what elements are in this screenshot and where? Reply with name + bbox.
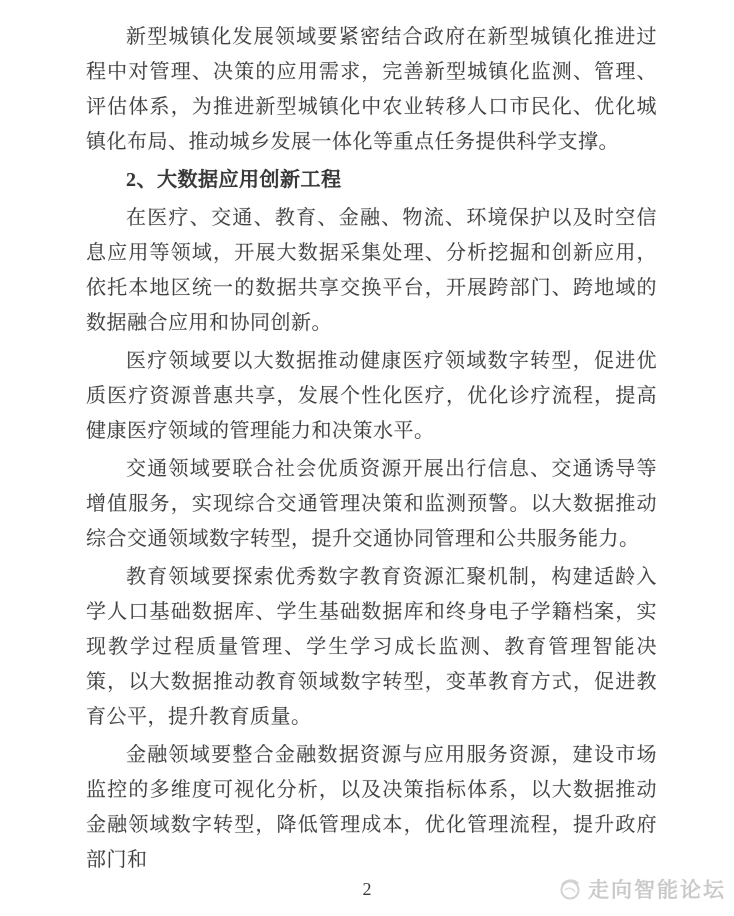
watermark-text: 走向智能论坛 (588, 878, 726, 902)
watermark (557, 874, 726, 904)
swirl-globe-icon (557, 876, 583, 902)
paragraph-bigdata-overview: 在医疗、交通、教育、金融、物流、环境保护以及时空信息应用等领域，开展大数据采集处理、分析挖掘和创新应用，依托本地区统一的数据共享交换平台，开展跨部门、跨地域的数据融合应用和协同创新。 (86, 207, 657, 334)
paragraph-finance: 金融领域要整合金融数据资源与应用服务资源，建设市场监控的多维度可视化分析，以及决策指标体系，以大数据推动金融领域数字转型，降低管理成本，优化管理流程，提升政府部门和 (86, 744, 657, 871)
paragraph-education: 教育领域要探索优秀数字教育资源汇聚机制，构建适龄入学人口基础数据库、学生基础数据库和终身电子学籍档案，实现教学过程质量管理、学生学习成长监测、教育管理智能决策，以大数据推动教育领域数字转型，变革教育方式，促进教育公平，提升教育质量。 (86, 566, 657, 728)
paragraph-urbanization: 新型城镇化发展领域要紧密结合政府在新型城镇化推进过程中对管理、决策的应用需求，完善新型城镇化监测、管理、评估体系，为推进新型城镇化中农业转移人口市民化、优化城镇化布局、推动城乡发展一体化等重点任务提供科学支撑。 (86, 26, 657, 153)
document-body (86, 20, 657, 878)
section-heading: 2、大数据应用创新工程 (126, 169, 342, 191)
paragraph-transport: 交通领域要联合社会优质资源开展出行信息、交通诱导等增值服务，实现综合交通管理决策和监测预警。以大数据推动综合交通领域数字转型，提升交通协同管理和公共服务能力。 (86, 458, 657, 550)
page-number: 2 (362, 879, 372, 899)
paragraph-medical: 医疗领域要以大数据推动健康医疗领域数字转型，促进优质医疗资源普惠共享，发展个性化医疗，优化诊疗流程，提高健康医疗领域的管理能力和决策水平。 (86, 350, 657, 442)
